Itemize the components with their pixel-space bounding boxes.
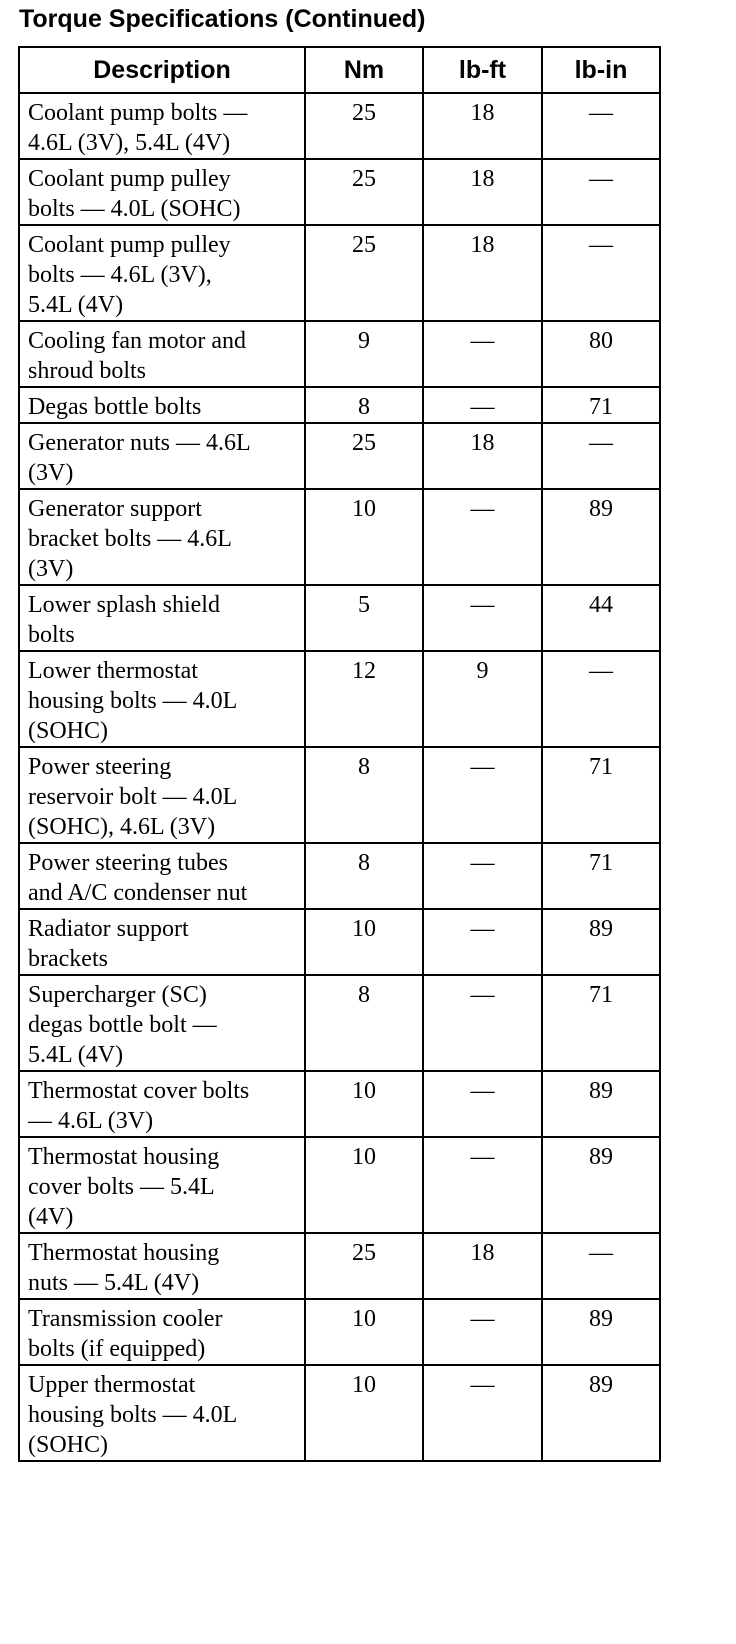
cell-lb-in: — [542, 225, 660, 321]
cell-lb-in: 89 [542, 1299, 660, 1365]
description-line: (4V) [28, 1204, 74, 1230]
cell-description [19, 747, 305, 843]
cell-lb-ft: 18 [423, 93, 542, 159]
cell-lb-in: 89 [542, 1071, 660, 1137]
cell-nm: 25 [305, 225, 423, 321]
description-line: Lower splash shield [28, 592, 220, 618]
cell-description [19, 423, 305, 489]
description-line: (3V) [28, 556, 74, 582]
description-line: brackets [28, 946, 108, 972]
cell-description [19, 1365, 305, 1461]
cell-nm: 25 [305, 159, 423, 225]
header-nm: Nm [305, 47, 423, 93]
description-line: Power steering [28, 754, 172, 780]
description-line: reservoir bolt — 4.0L [28, 784, 238, 810]
cell-nm: 8 [305, 387, 423, 423]
table-row [19, 93, 660, 159]
cell-lb-ft: 18 [423, 159, 542, 225]
description-line: degas bottle bolt — [28, 1012, 217, 1038]
table-row [19, 975, 660, 1071]
cell-lb-ft: 18 [423, 225, 542, 321]
cell-description [19, 651, 305, 747]
description-line: (SOHC) [28, 718, 109, 744]
cell-lb-ft: — [423, 1137, 542, 1233]
description-line: — 4.6L (3V) [28, 1108, 154, 1134]
cell-lb-in: 71 [542, 747, 660, 843]
torque-spec-table [18, 46, 661, 1462]
cell-lb-ft: — [423, 1071, 542, 1137]
cell-description [19, 585, 305, 651]
description-line: Coolant pump pulley [28, 166, 231, 192]
cell-lb-ft: — [423, 909, 542, 975]
description-line: bolts [28, 622, 75, 648]
description-line: bolts — 4.6L (3V), [28, 262, 212, 288]
cell-nm: 25 [305, 423, 423, 489]
cell-description [19, 1071, 305, 1137]
description-line: Power steering tubes [28, 850, 228, 876]
table-body [19, 93, 660, 1461]
cell-lb-ft: — [423, 489, 542, 585]
cell-description [19, 93, 305, 159]
cell-nm: 10 [305, 1299, 423, 1365]
cell-lb-in: — [542, 93, 660, 159]
table-row [19, 909, 660, 975]
cell-nm: 12 [305, 651, 423, 747]
cell-lb-ft: 9 [423, 651, 542, 747]
cell-description [19, 909, 305, 975]
cell-description [19, 321, 305, 387]
cell-lb-ft: 18 [423, 1233, 542, 1299]
table-row [19, 159, 660, 225]
cell-nm: 10 [305, 1365, 423, 1461]
cell-lb-ft: — [423, 1299, 542, 1365]
table-row [19, 651, 660, 747]
cell-lb-ft: — [423, 975, 542, 1071]
cell-lb-in: — [542, 1233, 660, 1299]
cell-description [19, 225, 305, 321]
description-line: Radiator support [28, 916, 189, 942]
description-line: Upper thermostat [28, 1372, 196, 1398]
cell-description [19, 159, 305, 225]
table-row [19, 1365, 660, 1461]
description-line: Supercharger (SC) [28, 982, 207, 1008]
description-line: cover bolts — 5.4L [28, 1174, 215, 1200]
cell-lb-ft: 18 [423, 423, 542, 489]
description-line: housing bolts — 4.0L [28, 688, 238, 714]
table-row [19, 1137, 660, 1233]
description-line: nuts — 5.4L (4V) [28, 1270, 200, 1296]
cell-lb-ft: — [423, 843, 542, 909]
cell-description [19, 387, 305, 423]
description-line: (SOHC) [28, 1432, 109, 1458]
cell-lb-in: 89 [542, 1137, 660, 1233]
description-line: 5.4L (4V) [28, 1042, 124, 1068]
description-line: Coolant pump bolts — [28, 100, 248, 126]
cell-lb-in: 44 [542, 585, 660, 651]
cell-description [19, 975, 305, 1071]
table-row [19, 225, 660, 321]
cell-nm: 10 [305, 1071, 423, 1137]
description-line: Thermostat housing [28, 1144, 220, 1170]
description-line: Thermostat cover bolts [28, 1078, 250, 1104]
description-line: bolts (if equipped) [28, 1336, 206, 1362]
description-line: Degas bottle bolts [28, 394, 202, 420]
cell-lb-in: 89 [542, 1365, 660, 1461]
cell-lb-ft: — [423, 321, 542, 387]
cell-lb-ft: — [423, 747, 542, 843]
cell-nm: 25 [305, 93, 423, 159]
description-line: bolts — 4.0L (SOHC) [28, 196, 241, 222]
table-row [19, 1071, 660, 1137]
cell-lb-in: 80 [542, 321, 660, 387]
page-title: Torque Specifications (Continued) [19, 5, 426, 33]
description-line: Coolant pump pulley [28, 232, 231, 258]
cell-nm: 8 [305, 747, 423, 843]
description-line: shroud bolts [28, 358, 147, 384]
cell-lb-in: — [542, 423, 660, 489]
description-line: and A/C condenser nut [28, 880, 248, 906]
table-row [19, 489, 660, 585]
cell-lb-in: 89 [542, 489, 660, 585]
description-line: Generator support [28, 496, 202, 522]
description-line: (3V) [28, 460, 74, 486]
cell-description [19, 1299, 305, 1365]
cell-nm: 8 [305, 975, 423, 1071]
cell-lb-in: 71 [542, 843, 660, 909]
cell-lb-in: 71 [542, 387, 660, 423]
description-line: Lower thermostat [28, 658, 198, 684]
cell-lb-in: — [542, 651, 660, 747]
description-line: Cooling fan motor and [28, 328, 246, 354]
cell-nm: 8 [305, 843, 423, 909]
description-line: bracket bolts — 4.6L [28, 526, 232, 552]
header-description: Description [19, 47, 305, 93]
cell-lb-ft: — [423, 585, 542, 651]
header-lb-in: lb-in [542, 47, 660, 93]
cell-lb-ft: — [423, 387, 542, 423]
table-row [19, 387, 660, 423]
cell-description [19, 843, 305, 909]
table-row [19, 423, 660, 489]
header-lb-ft: lb-ft [423, 47, 542, 93]
table-row [19, 747, 660, 843]
description-line: 5.4L (4V) [28, 292, 124, 318]
cell-lb-in: — [542, 159, 660, 225]
cell-nm: 10 [305, 909, 423, 975]
cell-description [19, 1233, 305, 1299]
cell-lb-in: 71 [542, 975, 660, 1071]
description-line: Thermostat housing [28, 1240, 220, 1266]
description-line: Transmission cooler [28, 1306, 223, 1332]
cell-lb-ft: — [423, 1365, 542, 1461]
table-row [19, 1233, 660, 1299]
cell-nm: 5 [305, 585, 423, 651]
table-header-row [19, 47, 660, 93]
cell-nm: 25 [305, 1233, 423, 1299]
description-line: housing bolts — 4.0L [28, 1402, 238, 1428]
table-row [19, 843, 660, 909]
cell-lb-in: 89 [542, 909, 660, 975]
description-line: 4.6L (3V), 5.4L (4V) [28, 130, 231, 156]
description-line: Generator nuts — 4.6L [28, 430, 251, 456]
cell-nm: 10 [305, 1137, 423, 1233]
table-row [19, 1299, 660, 1365]
cell-description [19, 489, 305, 585]
cell-description [19, 1137, 305, 1233]
cell-nm: 10 [305, 489, 423, 585]
description-line: (SOHC), 4.6L (3V) [28, 814, 216, 840]
cell-nm: 9 [305, 321, 423, 387]
table-row [19, 321, 660, 387]
table-row [19, 585, 660, 651]
